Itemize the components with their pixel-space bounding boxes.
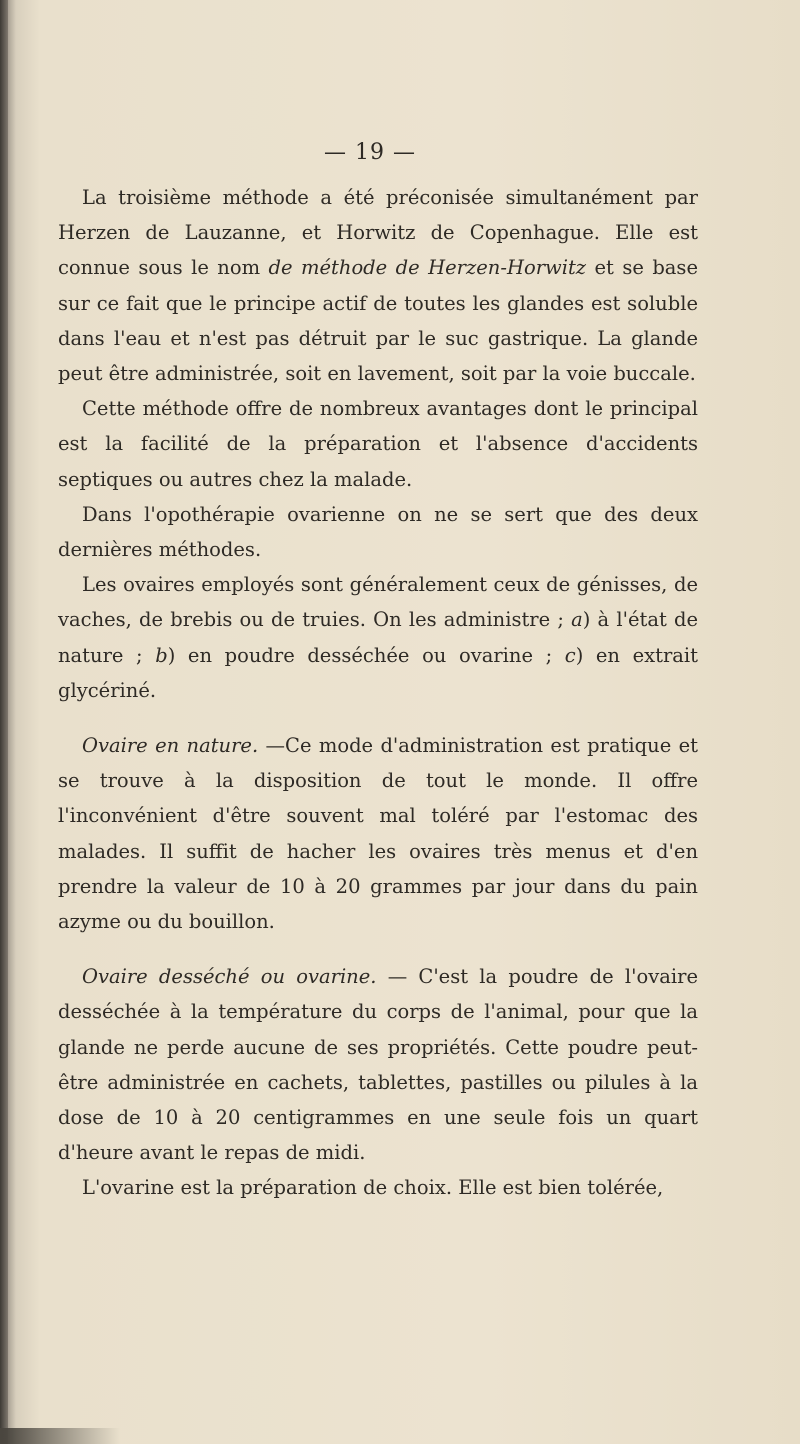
paragraph-6 bbox=[58, 959, 698, 1170]
paragraph-5-text: —Ce mode d'administration est pratique et se trouve à la disposition de tout le monde. Il offre l'inconvénient d'être souvent mal toléré par l'estomac des malades. Il suffit de hacher les ovaires très menus et d'en prendre la valeur de 10 à 20 grammes par jour dans du pain azyme ou du bouillon. bbox=[58, 734, 698, 934]
section-title-ovaire-en-nature: Ovaire en nature. bbox=[82, 734, 259, 758]
paragraph-7: L'ovarine est la préparation de choix. Elle est bien tolérée, bbox=[82, 1176, 664, 1200]
paragraph-1-text: La troisième méthode a été préconisée simultanément par Herzen de Lauzanne, et Horwitz de Copenhague. Elle est connue sous le nom bbox=[58, 186, 698, 280]
paragraph-4-text-d: ) en extrait glycériné. bbox=[58, 643, 698, 702]
paragraph-4-text-b: ) à l'état de nature ; bbox=[58, 608, 698, 667]
paragraph-2: Cette méthode offre de nombreux avantages dont le principal est la facilité de la préparation et l'absence d'accidents septiques ou autres chez la malade. bbox=[58, 397, 698, 491]
paragraph-4-text-a: Les ovaires employés sont généralement ceux de génisses, de vaches, de brebis ou de truies. On les administre ; bbox=[58, 573, 698, 632]
scan-artifact bbox=[0, 1428, 120, 1444]
list-letter-b: b bbox=[155, 643, 168, 667]
method-name: de méthode de Herzen-Horwitz bbox=[268, 256, 587, 280]
list-letter-a: a bbox=[571, 608, 583, 632]
paragraph-3: Dans l'opothérapie ovarienne on ne se sert que des deux dernières méthodes. bbox=[58, 502, 698, 562]
section-title-ovarine: Ovaire desséché ou ovarine. bbox=[82, 965, 377, 989]
list-letter-c: c bbox=[564, 643, 576, 667]
page-number: — 19 — bbox=[324, 140, 416, 165]
paragraph-4 bbox=[58, 567, 698, 708]
paragraph-6-text: — C'est la poudre de l'ovaire desséchée à la température du corps de l'animal, pour que la glande ne perde aucune de ses propriétés. Cette poudre peut-être administrée en cachets, tablettes, pastilles ou pilules à la dose de 10 à 20 centigrammes en une seule fois un quart d'heure avant le repas de midi. bbox=[58, 965, 698, 1165]
body-text bbox=[58, 180, 698, 1206]
binding-edge bbox=[0, 0, 8, 1444]
paragraph-5 bbox=[58, 728, 698, 939]
paragraph-1 bbox=[58, 180, 698, 391]
paragraph-4-text-c: ) en poudre desséchée ou ovarine ; bbox=[167, 643, 565, 667]
paragraph-1-end: et se base sur ce fait que le principe actif de toutes les glandes est soluble dans l'eau et n'est pas détruit par le suc gastrique. La glande peut être administrée, soit en lavement, soit par la voie buccale. bbox=[58, 256, 698, 386]
